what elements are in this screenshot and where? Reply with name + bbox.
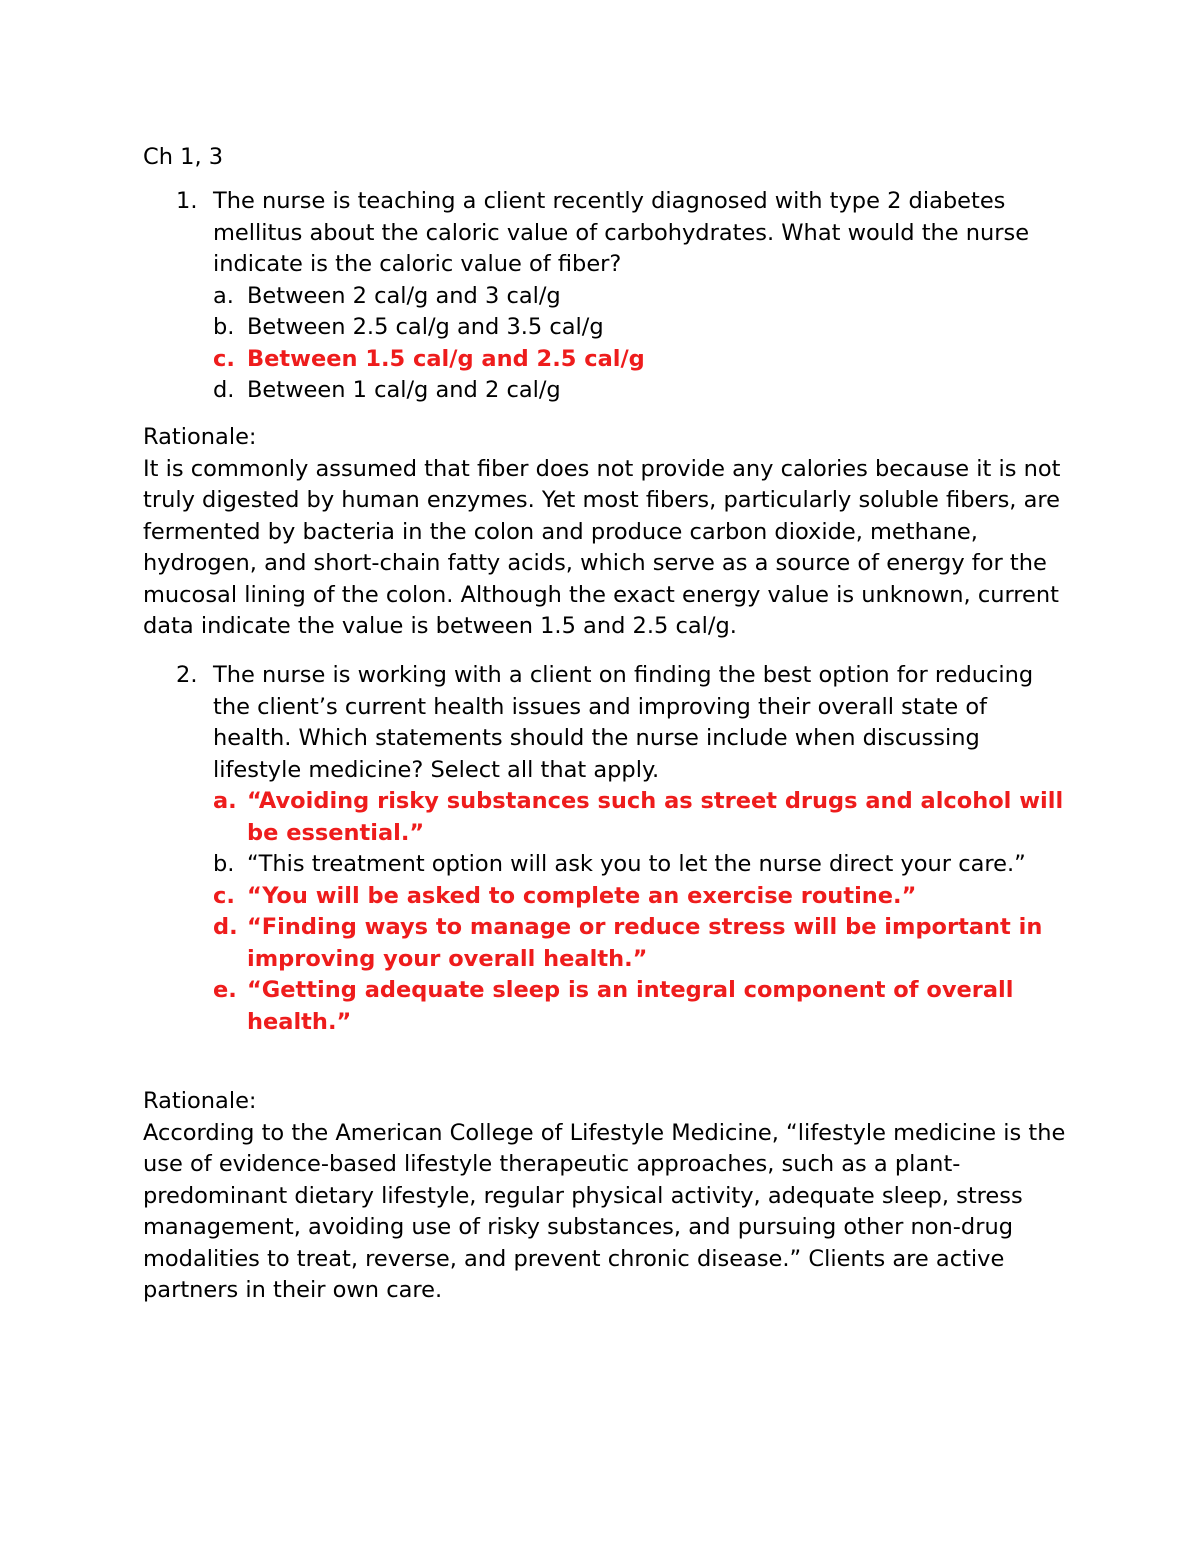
rationale-2 xyxy=(143,1086,1073,1307)
rationale-label: Rationale: xyxy=(143,424,257,450)
rationale-text: According to the American College of Lifestyle Medicine, “lifestyle medicine is the use of evidence-based lifestyle therapeutic approaches, such as a plant-predominant dietary lifestyle, regular physical activity, adequate sleep, stress management, avoiding use of risky substances, and pursuing other non-drug modalities to treat, reverse, and prevent chronic disease.” Clients are active partners in their own care. xyxy=(143,1119,1066,1303)
option-text: Between 2 cal/g and 3 cal/g xyxy=(247,282,561,309)
option-letter: c. xyxy=(213,882,235,909)
option-letter: a. xyxy=(213,282,234,309)
option-letter: d. xyxy=(213,377,235,403)
answer-option-a-correct xyxy=(0,786,1200,849)
option-text: Between 2.5 cal/g and 3.5 cal/g xyxy=(247,314,604,340)
question-stem xyxy=(0,186,1200,281)
answer-option-e-correct xyxy=(0,975,1200,1038)
rationale-1 xyxy=(143,422,1073,643)
option-text: “You will be asked to complete an exercise routine.” xyxy=(247,882,917,909)
answer-option-c-correct xyxy=(0,344,1200,376)
rationale-text: It is commonly assumed that fiber does not provide any calories because it is not truly digested by human enzymes. Yet most fibers, particularly soluble fibers, are fermented by bacteria in the colon and produce carbon dioxide, methane, hydrogen, and short-chain fatty acids, which serve as a source of energy for the mucosal lining of the colon. Although the exact energy value is unknown, current data indicate the value is between 1.5 and 2.5 cal/g. xyxy=(143,455,1061,639)
option-letter: c. xyxy=(213,345,235,372)
answer-option-b xyxy=(0,312,1200,344)
question-text: The nurse is teaching a client recently diagnosed with type 2 diabetes mellitus about the caloric value of carbohydrates. What would the nurse indicate is the caloric value of fiber? xyxy=(213,188,1030,277)
question-2 xyxy=(0,660,1200,1038)
option-text: “Avoiding risky substances such as street drugs and alcohol will be essential.” xyxy=(247,788,1064,846)
question-number: 1. xyxy=(176,188,198,214)
option-text: “Finding ways to manage or reduce stress will be important in improving your overall health.” xyxy=(247,914,1043,972)
option-letter: e. xyxy=(213,977,237,1003)
question-stem xyxy=(0,660,1200,786)
option-text: Between 1.5 cal/g and 2.5 cal/g xyxy=(247,345,645,372)
question-text: The nurse is working with a client on finding the best option for reducing the client’s current health issues and improving their overall state of health. Which statements should the nurse include when discussing lifestyle medicine? Select all that apply. xyxy=(213,662,1034,783)
answer-option-a xyxy=(0,281,1200,313)
option-text: “This treatment option will ask you to let the nurse direct your care.” xyxy=(247,851,1026,877)
answer-option-d xyxy=(0,375,1200,407)
option-text: Between 1 cal/g and 2 cal/g xyxy=(247,377,561,403)
question-number: 2. xyxy=(176,662,198,688)
answer-option-b xyxy=(0,849,1200,881)
option-letter: b. xyxy=(213,851,235,877)
option-letter: a. xyxy=(213,788,237,814)
rationale-label: Rationale: xyxy=(143,1088,257,1114)
question-1 xyxy=(0,186,1200,407)
answer-options xyxy=(0,786,1200,1038)
option-letter: b. xyxy=(213,314,235,340)
answer-option-d-correct xyxy=(0,912,1200,975)
answer-options xyxy=(0,281,1200,407)
option-letter: d. xyxy=(213,914,238,940)
page-heading: Ch 1, 3 xyxy=(143,144,224,170)
option-text: “Getting adequate sleep is an integral component of overall health.” xyxy=(247,977,1014,1035)
answer-option-c-correct xyxy=(0,881,1200,913)
